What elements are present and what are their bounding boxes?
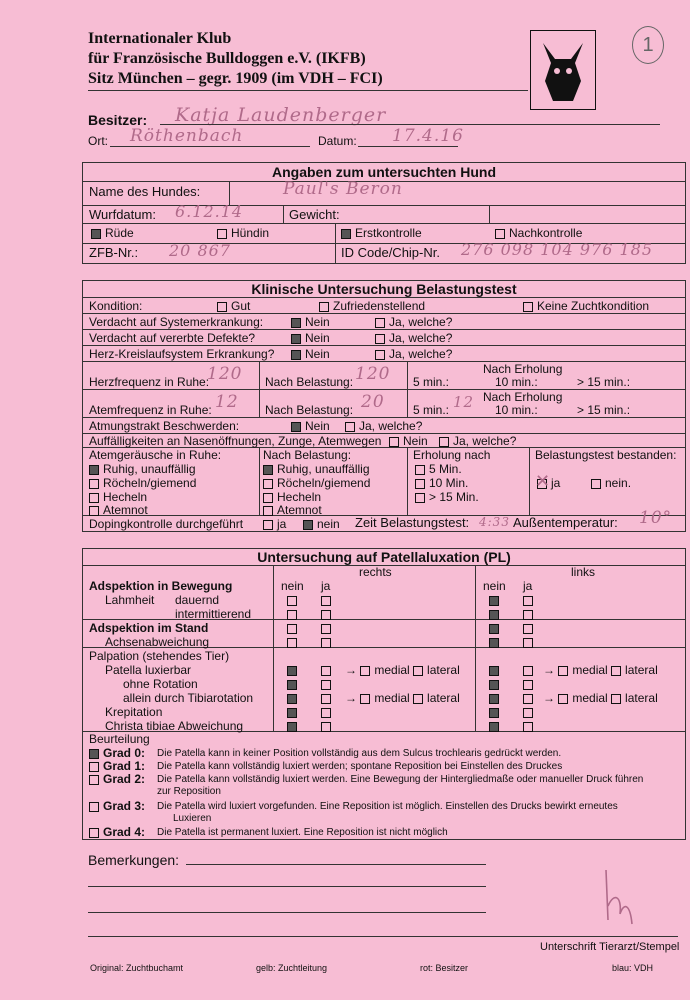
club-name-line1: Internationaler Klub — [88, 30, 232, 47]
defekte-nein[interactable]: Nein — [291, 331, 330, 345]
herz-kreislauf-ja[interactable]: Ja, welche? — [375, 347, 452, 361]
grad-1-text: Die Patella kann vollständig luxiert werden; spontane Reposition bei Einstellen des Druckes — [157, 761, 563, 772]
dog-name-value: Paul's Beron — [283, 179, 403, 199]
atmungstrakt-label: Atmungstrakt Beschwerden: — [89, 419, 240, 433]
checkbox[interactable] — [321, 638, 331, 648]
rechts-ja-header: ja — [321, 579, 331, 593]
checkbox[interactable] — [321, 624, 331, 634]
grad-0-option[interactable]: Grad 0: — [89, 746, 145, 760]
herz-5min: 5 min.: — [413, 375, 450, 389]
copy-original: Original: Zuchtbuchamt — [90, 963, 184, 973]
lahmheit-label: Lahmheit — [105, 593, 155, 607]
bestanden-handmark: ✕ — [535, 471, 551, 491]
checkbox[interactable] — [489, 694, 499, 704]
checkbox[interactable] — [611, 666, 621, 676]
club-logo — [530, 30, 596, 110]
defekte-ja[interactable]: Ja, welche? — [375, 331, 452, 345]
checkbox[interactable] — [360, 694, 370, 704]
zeit-label: Zeit Belastungstest: — [355, 515, 470, 530]
herz-kreislauf-nein[interactable]: Nein — [291, 347, 330, 361]
grad-2-option[interactable]: Grad 2: — [89, 772, 145, 786]
herz-nach-erholung: Nach Erholung — [483, 362, 563, 376]
grad-2-text-cont: zur Reposition — [157, 786, 221, 797]
atem-nach-belastung-value: 20 — [361, 392, 385, 412]
checkbox[interactable] — [489, 722, 499, 732]
erholung-15min[interactable]: > 15 Min. — [415, 490, 479, 504]
club-name-line2: für Französische Bulldoggen e.V. (IKFB) — [88, 50, 366, 67]
bel-atemnot[interactable]: Atemnot — [263, 503, 322, 517]
checkbox[interactable] — [287, 666, 297, 676]
unterschrift-label: Unterschrift Tierarzt/Stempel — [540, 941, 680, 953]
datum-value: 17.4.16 — [392, 126, 464, 146]
copy-rot: rot: Besitzer — [420, 963, 469, 973]
herz-15min: > 15 min.: — [577, 375, 631, 389]
grad-3-option[interactable]: Grad 3: — [89, 799, 145, 813]
kondition-label: Kondition: — [89, 299, 143, 313]
herz-10min: 10 min.: — [495, 375, 538, 389]
beurteilung-label: Beurteilung — [89, 732, 150, 746]
checkbox[interactable] — [413, 666, 423, 676]
auffaelligkeiten-ja[interactable]: Ja, welche? — [439, 434, 516, 448]
krepitation-label: Krepitation — [105, 705, 163, 719]
nach-belastung-label: Nach Belastung: — [263, 448, 352, 462]
doping-label: Dopingkontrolle durchgeführt — [89, 517, 244, 531]
vet-signature — [594, 862, 640, 932]
erholung-5min[interactable]: 5 Min. — [415, 462, 462, 476]
datum-label: Datum: — [318, 134, 357, 148]
checkbox[interactable] — [523, 638, 533, 648]
checkbox[interactable] — [489, 610, 499, 620]
kondition-keine[interactable]: Keine Zuchtkondition — [523, 299, 649, 313]
checkbox[interactable] — [287, 680, 297, 690]
checkbox[interactable] — [321, 666, 331, 676]
systemerkrankung-ja[interactable]: Ja, welche? — [375, 315, 452, 329]
kondition-gut[interactable]: Gut — [217, 299, 250, 313]
clinical-exam-table — [82, 280, 686, 532]
checkbox[interactable] — [523, 666, 533, 676]
ruhe-atemnot[interactable]: Atemnot — [89, 503, 148, 517]
links-luxierbar-direction: → medial lateral — [543, 663, 658, 677]
intermittierend-label: intermittierend — [175, 607, 252, 621]
checkbox[interactable] — [321, 722, 331, 732]
copy-blau: blau: VDH — [612, 963, 654, 973]
auffaelligkeiten-nein[interactable]: Nein — [389, 434, 428, 448]
grad-4-text: Die Patella ist permanent luxiert. Eine Reposition ist nicht möglich — [157, 827, 448, 838]
tibiarotation-label: allein durch Tibiarotation — [123, 691, 254, 705]
checkbox[interactable] — [523, 722, 533, 732]
aussentemperatur-value: 10° — [639, 508, 673, 528]
checkbox[interactable] — [523, 708, 533, 718]
checkbox[interactable] — [321, 596, 331, 606]
belastungstest-bestanden-label: Belastungstest bestanden: — [535, 448, 677, 462]
links-tibia-direction: → medial lateral — [543, 691, 658, 705]
bestanden-ja[interactable]: ja — [537, 476, 560, 490]
auffaelligkeiten-label: Auffälligkeiten an Nasenöffnungen, Zunge, Atemwegen — [89, 434, 382, 448]
erstkontrolle-option[interactable]: Erstkontrolle — [341, 226, 422, 240]
kondition-zufrieden[interactable]: Zufriedenstellend — [319, 299, 425, 313]
checkbox[interactable] — [489, 596, 499, 606]
ruede-option[interactable]: Rüde — [91, 226, 134, 240]
dauernd-label: dauernd — [175, 593, 220, 607]
checkbox[interactable] — [287, 708, 297, 718]
grad-3-text: Die Patella wird luxiert vorgefunden. Eine Reposition ist möglich. Einstellen des Drucks bewirkt erneutes — [157, 801, 618, 812]
checkbox[interactable] — [523, 694, 533, 704]
herzfrequenz-value: 120 — [207, 364, 243, 384]
checkbox[interactable] — [558, 694, 568, 704]
ruhe-ruhig[interactable]: Ruhig, unauffällig — [89, 462, 196, 476]
aussentemperatur-label: Außentemperatur: — [513, 515, 618, 530]
palpation-label: Palpation (stehendes Tier) — [89, 649, 230, 663]
links-nein-header: nein — [483, 579, 506, 593]
checkbox[interactable] — [523, 610, 533, 620]
wurfdatum-value: 6.12.14 — [175, 202, 244, 221]
chip-value: 276 098 104 976 185 — [461, 240, 654, 259]
atem-10min: 10 min.: — [495, 403, 538, 417]
checkbox[interactable] — [489, 638, 499, 648]
zfb-value: 20 867 — [169, 241, 231, 260]
zeit-value: 4:33 — [479, 515, 510, 529]
nachkontrolle-option[interactable]: Nachkontrolle — [495, 226, 582, 240]
checkbox[interactable] — [321, 610, 331, 620]
checkbox[interactable] — [287, 624, 297, 634]
club-seat: Sitz München – gegr. 1909 (im VDH – FCI) — [88, 70, 383, 87]
atemfrequenz-label: Atemfrequenz in Ruhe: — [89, 403, 212, 417]
herz-nach-belastung-label: Nach Belastung: — [265, 375, 354, 389]
doping-nein[interactable]: nein — [303, 517, 340, 531]
dog-info-table — [82, 162, 686, 264]
rechts-nein-header: nein — [281, 579, 304, 593]
checkbox[interactable] — [489, 624, 499, 634]
ort-label: Ort: — [88, 134, 108, 148]
grad-2-text: Die Patella kann vollständig luxiert werden. Eine Bewegung der Hintergliedmaße oder manueller Druck führen — [157, 774, 644, 785]
christa-label: Christa tibiae Abweichung — [105, 719, 244, 733]
checkbox[interactable] — [611, 694, 621, 704]
wurfdatum-label: Wurfdatum: — [89, 207, 156, 222]
checkbox[interactable] — [523, 624, 533, 634]
checkbox[interactable] — [558, 666, 568, 676]
checkbox[interactable] — [287, 722, 297, 732]
ort-value: Röthenbach — [130, 126, 244, 146]
huendin-option[interactable]: Hündin — [217, 226, 269, 240]
ohne-rotation-label: ohne Rotation — [123, 677, 198, 691]
dog-name-label: Name des Hundes: — [89, 184, 201, 199]
checkbox[interactable] — [321, 680, 331, 690]
links-header: links — [571, 565, 596, 579]
checkbox[interactable] — [489, 666, 499, 676]
dog-section-title: Angaben zum untersuchten Hund — [272, 164, 496, 180]
checkbox[interactable] — [523, 596, 533, 606]
atem-15min: > 15 min.: — [577, 403, 631, 417]
checkbox[interactable] — [489, 680, 499, 690]
bel-ruhig[interactable]: Ruhig, unauffällig — [263, 462, 370, 476]
erholung-10min[interactable]: 10 Min. — [415, 476, 468, 490]
bel-roecheln[interactable]: Röcheln/giemend — [263, 476, 370, 490]
systemerkrankung-nein[interactable]: Nein — [291, 315, 330, 329]
besitzer-label: Besitzer: — [88, 112, 148, 128]
atem-nach-erholung: Nach Erholung — [483, 390, 563, 404]
checkbox[interactable] — [287, 610, 297, 620]
checkbox[interactable] — [413, 694, 423, 704]
doping-ja[interactable]: ja — [263, 517, 286, 531]
bemerkungen-label: Bemerkungen: — [88, 852, 180, 868]
erholung-nach-label: Erholung nach — [413, 448, 491, 462]
herzfrequenz-label: Herzfrequenz in Ruhe: — [89, 375, 210, 389]
patella-section-title: Untersuchung auf Patellaluxation (PL) — [257, 549, 511, 565]
herz-nach-belastung-value: 120 — [355, 364, 391, 384]
achsenabweichung-label: Achsenabweichung — [105, 635, 210, 649]
atem-nach-belastung-label: Nach Belastung: — [265, 403, 354, 417]
ruhe-roecheln[interactable]: Röcheln/giemend — [89, 476, 196, 490]
copy-gelb: gelb: Zuchtleitung — [256, 963, 328, 973]
luxierbar-label: Patella luxierbar — [105, 663, 192, 677]
checkbox[interactable] — [287, 638, 297, 648]
grad-1-option[interactable]: Grad 1: — [89, 759, 145, 773]
ruhe-hecheln[interactable]: Hecheln — [89, 490, 147, 504]
besitzer-value: Katja Laudenberger — [175, 104, 387, 126]
checkbox[interactable] — [523, 680, 533, 690]
adspektion-stand: Adspektion im Stand — [89, 621, 209, 635]
systemerkrankung-label: Verdacht auf Systemerkrankung: — [89, 315, 264, 329]
adspektion-bewegung: Adspektion in Bewegung — [89, 579, 233, 593]
checkbox[interactable] — [489, 708, 499, 718]
atmungstrakt-ja[interactable]: Ja, welche? — [345, 419, 422, 433]
atem-5min: 5 min.: — [413, 403, 450, 417]
rechts-tibia-direction: → medial lateral — [345, 691, 460, 705]
atmungstrakt-nein[interactable]: Nein — [291, 419, 330, 433]
chip-label: ID Code/Chip-Nr. — [341, 245, 440, 260]
checkbox[interactable] — [321, 708, 331, 718]
gewicht-label: Gewicht: — [289, 207, 340, 222]
rechts-header: rechts — [359, 565, 392, 579]
clinical-section-title: Klinische Untersuchung Belastungstest — [251, 281, 517, 297]
page-number: 1 — [632, 26, 664, 64]
checkbox[interactable] — [287, 694, 297, 704]
bestanden-nein[interactable]: nein. — [591, 476, 631, 490]
zfb-label: ZFB-Nr.: — [89, 245, 139, 260]
rechts-luxierbar-direction: → medial lateral — [345, 663, 460, 677]
patella-table — [82, 548, 686, 840]
atemfrequenz-value: 12 — [215, 392, 239, 412]
grad-4-option[interactable]: Grad 4: — [89, 825, 145, 839]
checkbox[interactable] — [360, 666, 370, 676]
bel-hecheln[interactable]: Hecheln — [263, 490, 321, 504]
grad-3-text-cont: Luxieren — [173, 813, 212, 824]
herz-kreislauf-label: Herz-Kreislaufsystem Erkrankung? — [89, 347, 275, 361]
checkbox[interactable] — [287, 596, 297, 606]
grad-0-text: Die Patella kann in keiner Position vollständig aus dem Sulcus trochlearis gedrückt werden. — [157, 748, 562, 759]
atem-5min-value: 12 — [453, 393, 475, 411]
links-ja-header: ja — [523, 579, 533, 593]
checkbox[interactable] — [321, 694, 331, 704]
defekte-label: Verdacht auf vererbte Defekte? — [89, 331, 256, 345]
atemgeraeusche-label: Atemgeräusche in Ruhe: — [89, 448, 222, 462]
